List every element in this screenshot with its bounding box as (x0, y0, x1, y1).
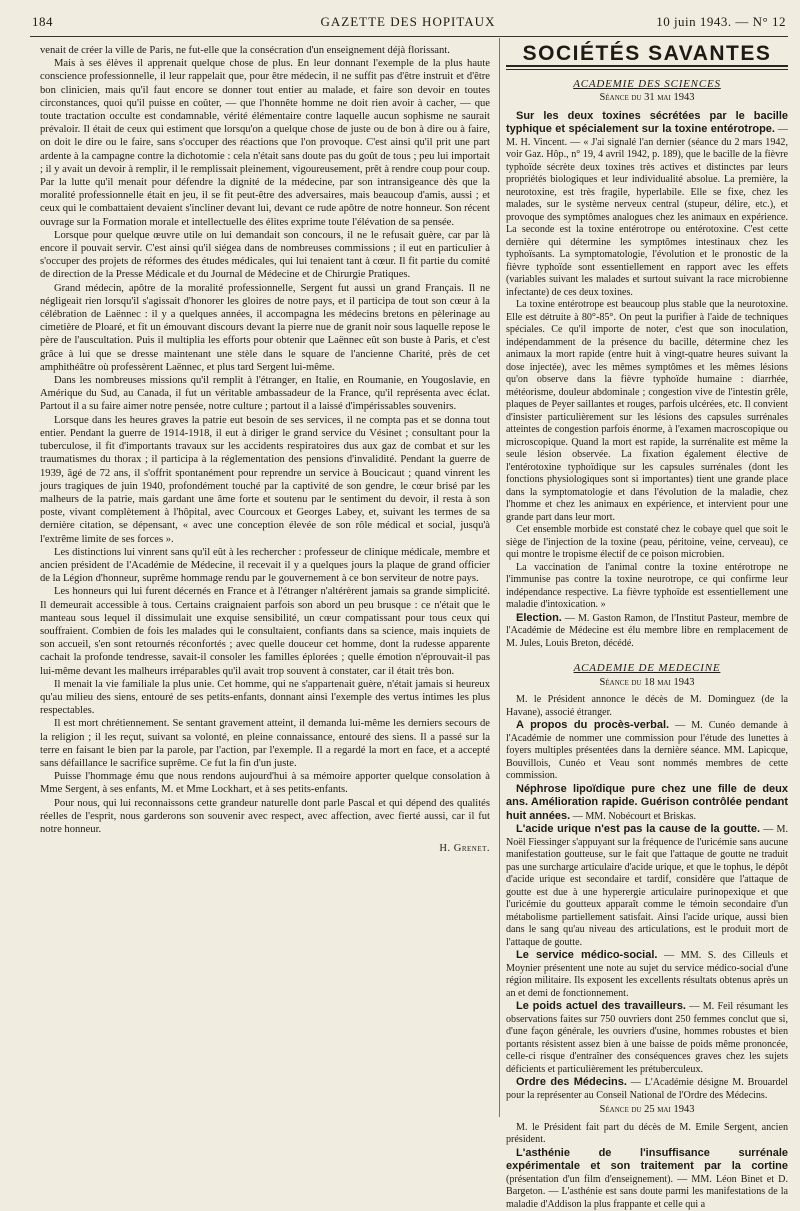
author-signature: H. Grenet. (40, 842, 490, 855)
article-body: — MM. S. des Cilleuls et Moynier présentent une note au sujet du service médico-social d'une région militaire. Ils exposent les excellents résultats obtenus après un an et demi de fonctionnement. (506, 950, 788, 999)
paragraph: Cet ensemble morbide est constaté chez le cobaye quel que soit le siège de l'injection de la toxine (peau, péritoine, veine, cerveau), ce qui montre le tropisme électif de ce poison microbien. (506, 524, 788, 562)
paragraph: Grand médecin, apôtre de la moralité professionnelle, Sergent fut aussi un grand Français. Il ne négligeait rien lorsqu'il s'agissait d'honorer les gloires de notre pays, et il participa de tout son cœur à la célébration de Laënnec : il y a quelques années, il accompagna les médecins bretons en pèlerinage au cimetière de Ploaré, et fit un émouvant discours devant la pierre nue de granit noir sous laquelle repose le père de l'auscultation. Puis il multiplia les efforts pour obtenir que Laënnec eût son buste à Paris, et c'est grâce à lui que se dresse maintenant une stèle dans le square de l'ancienne Charité, près de cet amphithéâtre où professèrent Laënnec, et plus tard Sergent lui-même. (40, 282, 490, 374)
paragraph: La vaccination de l'animal contre la toxine entérotrope ne l'immunise pas contre la toxine neurotrope, ce qui confirme leur indépendance respective. La fièvre typhoïde est essentiellement une maladie d'intoxication. » (506, 562, 788, 612)
column-divider (499, 38, 500, 1117)
page-number: 184 (32, 14, 53, 30)
article (506, 612, 788, 651)
article-body: — L'Académie désigne M. Brouardel pour la représenter au Conseil National de l'Ordre des Médecins. (506, 1077, 788, 1101)
paragraph: Puisse l'hommage ému que nous rendons aujourd'hui à sa mémoire apporter quelque consolation à Mme Sergent, à ses enfants, M. et Mme Lockhart, et à ses petits-enfants. (40, 770, 490, 796)
paragraph: Mais à ses élèves il apprenait quelque chose de plus. En leur donnant l'exemple de la plus haute conscience professionnelle, il leur rappelait que, pour être médecin, il ne suffit pas d'être instruit et d'être bon clinicien, mais qu'il faut encore se donner tout entier au malade, et faire son devoir en toutes circonstances, quoi qu'il puisse en coûter, — que l'honnête homme ne doit rien avoir à cacher, — que toute tractation occulte est condamnable, vérité élémentaire contre laquelle aucun sophisme ne saurait prévaloir. Il était de ceux qui estiment que lorsqu'on a quelque chose de juste ou de bon à dire ou à faire, on doit le dire ou le faire, sans s'occuper des réactions que l'on provoque. C'est ainsi qu'il prit une part ardente à la campagne contre la dichotomie : cela n'était sans doute pas du goût de tous ; peu lui importait ; il y avait un devoir à remplir, il le remplissait pleinement, vigoureusement, prêt à rendre coup pour coup. Par la lutte qu'il menait pour défendre la dignité de la médecine, par son intransigeance dès que la moralité professionnelle était en jeu, il se fit peut-être des adversaires, mais beaucoup d'amis, aussi ; et ceux qui le combattaient devaient s'incliner devant lui, devant ce rude apôtre de notre honneur. Son récent ouvrage sur la Formation morale et intellectuelle des élites exprime toute l'élévation de sa pensée. (40, 57, 490, 229)
issue-date: 10 juin 1943. — N° 12 (656, 14, 786, 30)
paragraph: La toxine entérotrope est beaucoup plus stable que la neurotoxine. Elle est détruite à 80°-85°. On peut la purifier à l'aide de techniques spéciales. Ce qu'il importe de noter, c'est que son inoculation, indépendamment de la présence du bacille, détermine chez les animaux la mort rapide (entre huit à vingt-quatre heures suivant la dose injectée), avec les mêmes symptômes et les mêmes lésions qu'on observe dans la fièvre typhoïde humaine : diarrhée, météorisme, douleur abdominale ; congestion vive de l'intestin grêle, plaques de Peyer saillantes et rouges, parfois ulcérées, etc. Il convient d'insister particulièrement sur les lésions des capsules surrénales atteintes de congestion parfois énorme, à l'examen macroscopique ou microscopique. Quand la mort est rapide, la surrénalite est même la seule lésion observée. La fixation également élective de l'entérotoxine typhoïdique sur les capsules surrénales (dont les fonctions physiologiques sont si importantes) tient une grande place dans la symptomatologie et dans l'évolution de la maladie, chez l'homme et chez les animaux en expérience, et intervient pour une grande part dans leur mort. (506, 299, 788, 524)
article-title: A propos du procès-verbal. (516, 719, 669, 731)
article-body: — M. Cunéo demande à l'Académie de nommer une commission pour l'étude des lunettes à foyers multiples présentées dans la dernière séance. MM. Lapicque, Bouvillois, Cunéo et Veau sont nommés membres de cette commission. (506, 720, 788, 781)
paragraph: Il est mort chrétiennement. Se sentant gravement atteint, il demanda lui-même les derniers secours de la religion ; il les reçut, suivant sa volonté, en pleine connaissance, entouré des siens. Il a passé sur la terre en faisant le bien par la parole, par l'action, par l'exemple. Il a regardé la mort en face, et a accepté sans défaillance le sacrifice suprême. Ce fut la fin d'un juste. (40, 717, 490, 770)
article-body: — M. Feil résumant les observations faites sur 750 ouvriers dont 250 femmes conclut que si, d'une façon générale, les ouvriers d'usine, hommes robustes et bien portants résistent assez bien à une baisse de poids même prononcée, celle-ci risque d'entraîner des conséquences graves chez les sujets déficients et particulièrement les prétuberculeux. (506, 1001, 788, 1075)
header-rule (30, 36, 788, 37)
paragraph: venait de créer la ville de Paris, ne fut-elle que la consécration d'un enseignement déjà florissant. (40, 44, 490, 57)
paragraph: Les honneurs qui lui furent décernés en France et à l'étranger n'altérèrent jamais sa grande simplicité. Il demeurait accessible à tous. Certains craignaient parfois son abord un peu brusque : ce n'était que le manteau sous lequel il dissimulait une exquise sensibilité, un cœur compatissant pour tous ceux qui souffraient. Combien de fois les malades qui le consultaient, confiants dans sa science, mais inquiets de son accueil, s'en sont retournés réconfortés ; avec quelle douceur cet homme, dont la rudesse apparente cachait la profonde tendresse, savait-il consoler les familles éplorées ; quelle émotion n'éprouvait-il pas lui-même devant les malheurs irréparables qu'il avait trop souvent à constater, car il était très bon. (40, 585, 490, 677)
article-body: — M. H. Vincent. — « J'ai signalé l'an dernier (séance du 2 mars 1942, voir Gaz. Hôp., n° 19, 4 avril 1942, p. 189), que le bacille de la fièvre typhoïde sécrète deux toxines très actives et distinctes par leurs propriétés biologiques et leur individualité absolue. La première, la neurotoxine, est très fragile, hyperlabile. Elle se fixe, chez les malades, sur le système nerveux central (stupeur, délire, etc.), et provoque des symptômes analogues chez les animaux en expérience. La seconde est la toxine entérotrope ou entérotoxine. C'est cette dernière qui détermine les symptômes intestinaux chez les typhoïsants. La symptomatologie, l'évolution et le pronostic de la fièvre typhoïde sont essentiellement en rapport avec les effets (variables suivant les malades et surtout suivant la race microbienne infectante) de ces deux toxines. (506, 124, 788, 298)
paragraph: Lorsque dans les heures graves la patrie eut besoin de ses services, il ne compta pas et se donna tout entier. Pendant la guerre de 1914-1918, il eut à diriger le grand service du Vésinet ; consultant pour la tuberculose, il fit d'importants travaux sur les accidents respiratoires dus aux gaz de combat et sur les traumatismes du thorax ; il participa à la réglementation des pensions d'invalidité. Pendant la guerre de 1939, âgé de 72 ans, il s'offrit spontanément pour reprendre un service à Boucicaut ; quand vinrent les jours tragiques de juin 1940, profondément touché par la captivité de son gendre, le cœur brisé par les malheurs de la patrie, mais gardant une âme forte et soutenu par le sentiment du devoir, il resta à son poste, vivant complètement à l'hôpital, avec Courcoux et Georges Labey, et, suivant les termes de sa dernière citation, se dépensant, « avec une conception élevée de son rôle médical et social, jusqu'à l'extrême limite de ses forces ». (40, 414, 490, 546)
article (506, 1000, 788, 1076)
article (506, 949, 788, 1000)
article-title: Election. (516, 612, 562, 624)
article-title: Ordre des Médecins. (516, 1076, 627, 1088)
paragraph: Lorsque pour quelque œuvre utile on lui demandait son concours, il ne le refusait guère, car par là encore il pouvait servir. C'est ainsi qu'il siégea dans de nombreuses commissions ; il eut en particulier à s'occuper des projets de réformes des études médicales, qui lui tenaient tant à cœur. Il fit partie du comité de direction de la Presse Médicale et du Journal de Médecine et de Chirurgie Pratiques. (40, 229, 490, 282)
right-column (506, 42, 788, 1127)
title-rule (506, 69, 788, 70)
article-title: L'acide urique n'est pas la cause de la goutte. (516, 823, 760, 835)
section-title: SOCIÉTÉS SAVANTES (506, 48, 788, 61)
paragraph: Il menait la vie familiale la plus unie. Cet homme, qui ne s'appartenait guère, n'était jamais si heureux qu'au milieu des siens, entouré de ses petits-enfants, donnant ainsi l'exemple des vertus intimes les plus respectables. (40, 678, 490, 718)
article (506, 719, 788, 783)
session-heading: Séance du 31 mai 1943 (506, 92, 788, 105)
paragraph: Dans les nombreuses missions qu'il remplit à l'étranger, en Italie, en Roumanie, en Yougoslavie, en Amérique du Sud, au Canada, il fut un véritable ambassadeur de la France, qu'il représenta avec éclat. Partout il a su faire aimer notre pensée, notre culture ; partout il a laissé d'impérissables souvenirs. (40, 374, 490, 414)
article-body: — M. Gaston Ramon, de l'Institut Pasteur, membre de l'Académie de Médecine est élu membre libre en remplacement de M. Jules, Louis Breton, décédé. (506, 613, 788, 649)
article-body: (présentation d'un film d'enseignement). — MM. Léon Binet et D. Bargeton. — L'asthénie est sans doute parmi les manifestations de la maladie d'Addison la plus frappante et celle qui a (506, 1174, 788, 1210)
journal-title: GAZETTE DES HOPITAUX (30, 14, 786, 30)
academy-heading: ACADEMIE DES SCIENCES (506, 78, 788, 91)
page-header (30, 14, 786, 36)
article (506, 110, 788, 300)
academy-heading: ACADEMIE DE MEDECINE (506, 662, 788, 675)
article (506, 783, 788, 824)
paragraph: M. le Président fait part du décès de M. Emile Sergent, ancien président. (506, 1122, 788, 1147)
article-body: — M. Noël Fiessinger s'appuyant sur la fréquence de l'uricémie sans aucune manifestation goutteuse, sur le fait que l'attaque de goutte ne traduit pas une surcharge articulaire d'acide urique, et que le tophus, le dépôt d'acide urique est secondaire et tardif, considère que l'attaque de goutte est due à une hyperergie articulaire purinopexique et que l'uricémie du goutteux apparaît comme le témoin secondaire d'un métabolisme partiellement satisfait. Ainsi l'acide urique, aussi bien dans le sang qu'au niveau des articulations, est le produit mort de l'attaque de goutte. (506, 824, 788, 948)
article (506, 1147, 788, 1211)
article-body: — MM. Nobécourt et Briskas. (570, 811, 696, 822)
article-title: Néphrose lipoïdique pure chez une fille de deux ans. Amélioration rapide. Guérison contrôlée pendant huit années. (506, 783, 788, 822)
article-title: Sur les deux toxines sécrétées par le bacille typhique et spécialement sur la toxine entérotrope. (506, 110, 788, 136)
left-column (40, 44, 490, 1124)
session-heading: Séance du 25 mai 1943 (506, 1104, 788, 1117)
paragraph: Les distinctions lui vinrent sans qu'il eût à les rechercher : professeur de clinique médicale, membre et ancien président de l'Académie de Médecine, il recevait il y a quelques jours la plaque de grand officier de la Légion d'honneur, suprême hommage rendu par le gouvernement à ce bon serviteur de notre pays. (40, 546, 490, 586)
paragraph: Pour nous, qui lui reconnaissons cette grandeur naturelle dont parle Pascal et qui dépend des qualités réelles de l'esprit, nous garderons son souvenir avec respect, avec affection, avec fierté aussi, car il fut notre honneur. (40, 797, 490, 837)
session-heading: Séance du 18 mai 1943 (506, 677, 788, 690)
article (506, 1076, 788, 1102)
article-title: Le poids actuel des travailleurs. (516, 1000, 686, 1012)
article-title: L'asthénie de l'insuffisance surrénale expérimentale et son traitement par la cortine (506, 1147, 788, 1173)
article (506, 823, 788, 949)
article-title: Le service médico-social. (516, 949, 657, 961)
paragraph: M. le Président annonce le décès de M. Dominguez (de la Havane), associé étranger. (506, 694, 788, 719)
